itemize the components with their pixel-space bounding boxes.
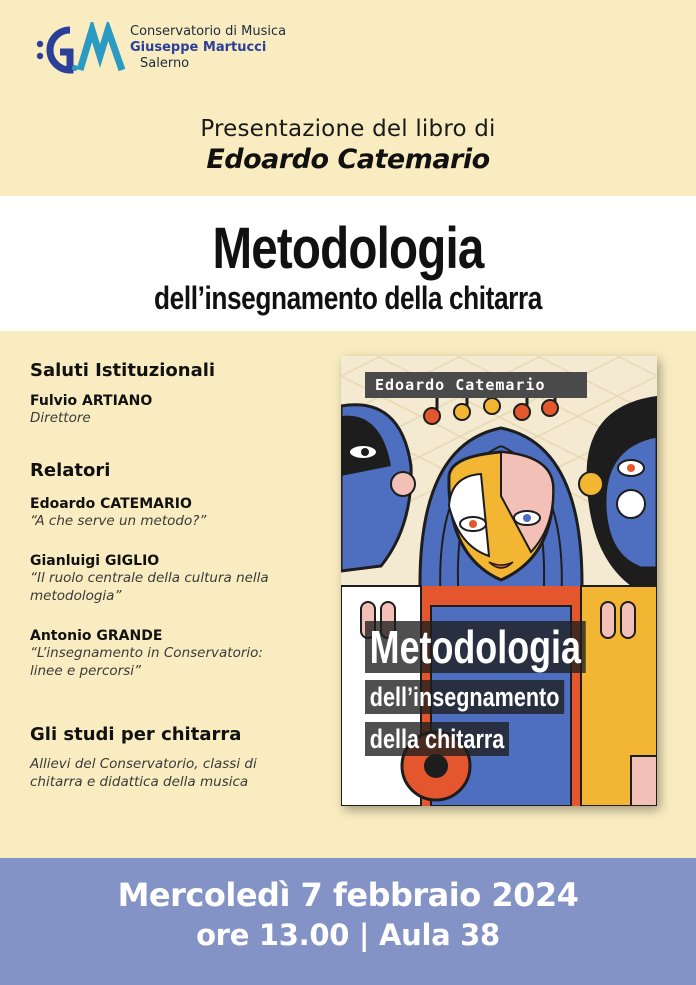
speaker-talk: “L’insegnamento in Conservatorio: linee e percorsi” xyxy=(30,645,263,679)
conservatory-logo xyxy=(34,20,304,80)
studies-description: Allievi del Conservatorio, classi di chitarra e didattica della musica xyxy=(30,756,257,790)
speaker-item xyxy=(30,553,290,605)
book-author: Edoardo Catemario xyxy=(365,372,587,398)
intro-author: Edoardo Catemario xyxy=(206,144,490,175)
conservatory-logo-icon xyxy=(34,22,126,76)
greetings-role: Direttore xyxy=(30,410,91,426)
speaker-talk: “A che serve un metodo?” xyxy=(30,513,207,529)
institution-name-line2: Giuseppe Martucci xyxy=(130,40,267,55)
event-time-place: ore 13.00 | Aula 38 xyxy=(196,918,500,952)
speaker-item xyxy=(30,496,310,530)
book-title-line1: Metodologia xyxy=(365,621,586,673)
institution-city: Salerno xyxy=(140,56,190,71)
main-subtitle: dell’insegnamento della chitarra xyxy=(154,280,542,316)
intro xyxy=(0,116,696,175)
intro-text: Presentazione del libro di xyxy=(200,116,496,142)
speaker-name: Antonio GRANDE xyxy=(30,628,163,644)
institution-name-line1: Conservatorio di Musica xyxy=(130,24,287,39)
studies-title: Gli studi per chitarra xyxy=(30,724,242,745)
title-band xyxy=(0,196,696,331)
speaker-name: Gianluigi GIGLIO xyxy=(30,553,160,569)
book-cover xyxy=(341,356,657,806)
speaker-item xyxy=(30,628,290,680)
main-title: Metodologia xyxy=(212,216,484,281)
event-date: Mercoledì 7 febbraio 2024 xyxy=(117,876,579,914)
book-title-line2: dell’insegnamento xyxy=(365,680,564,714)
speaker-name: Edoardo CATEMARIO xyxy=(30,496,192,512)
book-title-line3: della chitarra xyxy=(365,722,509,756)
speaker-talk: “Il ruolo centrale della cultura nella metodologia” xyxy=(30,570,269,604)
greetings-name: Fulvio ARTIANO xyxy=(30,393,153,409)
speakers-title: Relatori xyxy=(30,460,111,481)
date-band xyxy=(0,858,696,985)
greetings-title: Saluti Istituzionali xyxy=(30,360,216,381)
